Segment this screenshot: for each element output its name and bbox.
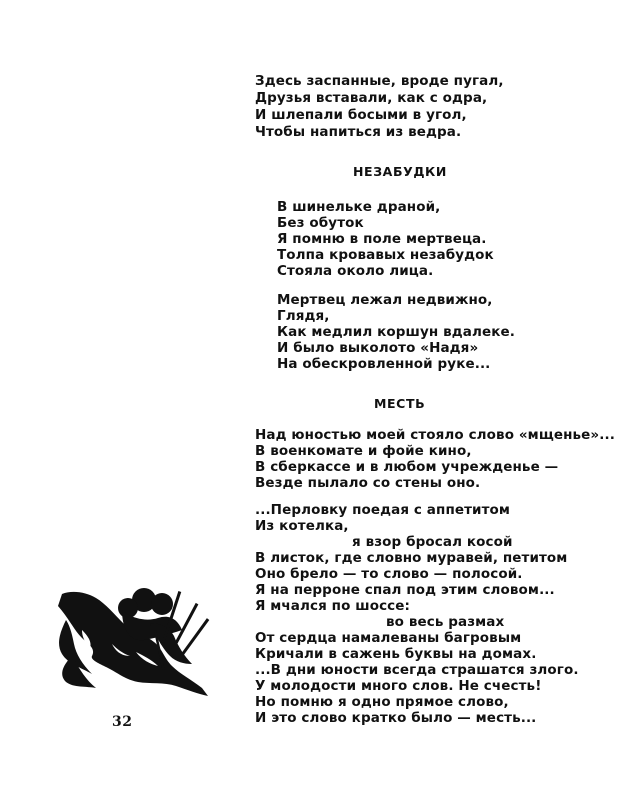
poem-line: В сберкассе и в любом учрежденье —: [255, 459, 559, 475]
poem-line: Я помню в поле мертвеца.: [277, 231, 487, 247]
poem-line: Везде пылало со стены оно.: [255, 475, 481, 491]
poem-line: Чтобы напиться из ведра.: [255, 124, 462, 140]
poem-line: Глядя,: [277, 308, 330, 324]
poem-line: Друзья вставали, как с одра,: [255, 90, 488, 106]
poem-line: Мертвец лежал недвижно,: [277, 292, 493, 308]
poem-line: Я мчался по шоссе:: [255, 598, 411, 614]
poem-line: В шинельке драной,: [277, 199, 441, 215]
poem-line: От сердца намалеваны багровым: [255, 630, 522, 646]
poem-line: ...В дни юности всегда страшатся злого.: [255, 662, 579, 678]
poem-title: НЕЗАБУДКИ: [353, 164, 447, 179]
poem-line: Без обуток: [277, 215, 364, 231]
poem-line: Из котелка,: [255, 518, 349, 534]
poem-line: И было выколото «Надя»: [277, 340, 479, 356]
poem-line: во весь размах: [386, 614, 505, 630]
poem-line: я взор бросал косой: [352, 534, 513, 550]
poem-line: Но помню я одно прямое слово,: [255, 694, 509, 710]
poem-line: Как медлил коршун вдалеке.: [277, 324, 515, 340]
poem-line: И шлепали босыми в угол,: [255, 107, 467, 123]
poem-line: Здесь заспанные, вроде пугал,: [255, 73, 504, 89]
poem-line: Стояла около лица.: [277, 263, 434, 279]
poem-line: Толпа кровавых незабудок: [277, 247, 494, 263]
poem-line: В военкомате и фойе кино,: [255, 443, 472, 459]
poem-line: Оно брело — то слово — полосой.: [255, 566, 523, 582]
poem-line: В листок, где словно муравей, петитом: [255, 550, 568, 566]
poem-line: ...Перловку поедая с аппетитом: [255, 502, 511, 518]
poem-line: И это слово кратко было — месть...: [255, 710, 537, 726]
poem-line: У молодости много слов. Не счесть!: [255, 678, 542, 694]
soldiers-illustration: [52, 560, 222, 700]
page-number: 32: [112, 714, 133, 730]
poem-title: МЕСТЬ: [374, 396, 426, 411]
poem-line: Кричали в сажень буквы на домах.: [255, 646, 537, 662]
poem-line: Над юностью моей стояло слово «мщенье»...: [255, 427, 615, 443]
poem-line: Я на перроне спал под этим словом...: [255, 582, 555, 598]
poem-line: На обескровленной руке...: [277, 356, 491, 372]
